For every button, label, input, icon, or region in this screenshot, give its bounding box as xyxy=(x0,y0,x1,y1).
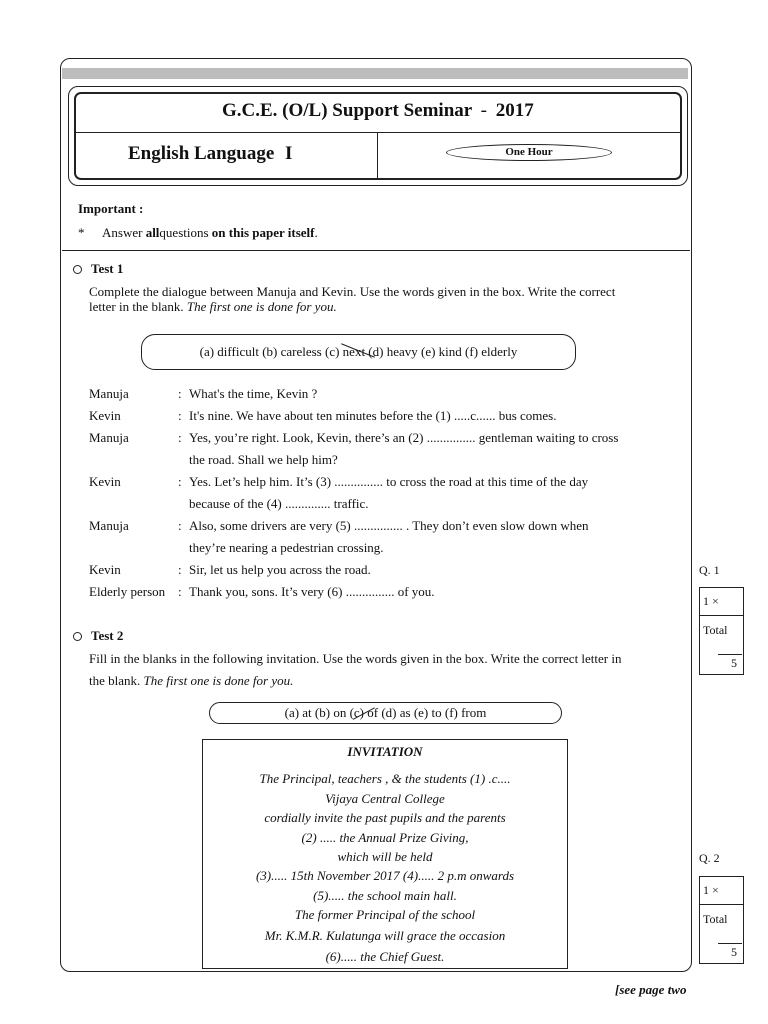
dialogue-line: What's the time, Kevin ? xyxy=(189,386,318,401)
dialogue-line: It's nine. We have about ten minutes before the (1) .....c...... bus comes. xyxy=(189,408,557,423)
invitation-line: Vijaya Central College xyxy=(325,791,445,806)
dialogue-colon: : xyxy=(178,474,182,489)
q2-max: 5 xyxy=(731,945,737,959)
dialogue-line-continued: because of the (4) .............. traffic. xyxy=(189,496,369,511)
exam-title xyxy=(222,100,534,122)
invitation-line: (3)..... 15th November 2017 (4)..... 2 p.m onwards xyxy=(255,868,515,883)
paper-number: I xyxy=(285,143,293,164)
important-bullet: * xyxy=(78,225,85,240)
q1-max: 5 xyxy=(731,656,737,670)
speaker-manuja: Manuja xyxy=(89,518,129,533)
duration-oval: One Hour xyxy=(446,144,612,161)
q1-label: Q. 1 xyxy=(699,563,720,577)
subject-name: English Language xyxy=(128,143,275,164)
q1-total-label: Total xyxy=(703,623,728,637)
q2-multiplier: 1 × xyxy=(700,877,743,905)
exam-year: 2017 xyxy=(495,100,534,121)
q2-label: Q. 2 xyxy=(699,851,720,865)
dialogue-colon: : xyxy=(178,408,182,423)
invitation-line: (2) ..... the Annual Prize Giving, xyxy=(301,830,469,845)
q2-fraction-line xyxy=(718,943,742,944)
test1-word-box: (a) difficult (b) careless (c) next (d) heavy (e) kind (f) elderly xyxy=(141,334,576,370)
test2-instruction-line1: Fill in the blanks in the following invitation. Use the words given in the box. Write the correct letter in xyxy=(89,651,622,666)
important-label: Important : xyxy=(78,201,144,216)
dialogue-line-continued: the road. Shall we help him? xyxy=(189,452,338,467)
dialogue-line: Yes, you’re right. Look, Kevin, there’s an (2) ............... gentleman waiting to cross xyxy=(189,430,619,445)
speaker-kevin: Kevin xyxy=(89,408,121,423)
header-vertical-divider xyxy=(377,133,378,180)
section-divider xyxy=(62,250,690,251)
q1-multiplier: 1 × xyxy=(700,588,743,616)
speaker-manuja: Manuja xyxy=(89,430,129,445)
q2-total-label: Total xyxy=(703,912,728,926)
speaker-kevin: Kevin xyxy=(89,474,121,489)
dialogue-line: Thank you, sons. It’s very (6) ............... of you. xyxy=(189,584,435,599)
dialogue-line-continued: they’re nearing a pedestrian crossing. xyxy=(189,540,384,555)
speaker-manuja: Manuja xyxy=(89,386,129,401)
q1-score-box xyxy=(699,587,744,675)
dialogue-colon: : xyxy=(178,584,182,599)
header-divider xyxy=(74,132,682,133)
test2-bullet-circle xyxy=(73,632,82,641)
test1-bullet-circle xyxy=(73,265,82,274)
speaker-elderly-person: Elderly person xyxy=(89,584,166,599)
q2-score-box xyxy=(699,876,744,964)
invitation-line: which will be held xyxy=(337,849,433,864)
test2-word-box: (a) at (b) on (c) of (d) as (e) to (f) from xyxy=(209,702,562,724)
title-dash: - xyxy=(480,100,487,121)
exam-title-text: G.C.E. (O/L) Support Seminar xyxy=(222,100,472,121)
important-instruction: Answer allquestions on this paper itself. xyxy=(102,225,318,240)
test2-instruction-line2: the blank. The first one is done for you. xyxy=(89,673,294,688)
dialogue-colon: : xyxy=(178,518,182,533)
invitation-line: Mr. K.M.R. Kulatunga will grace the occasion xyxy=(264,928,506,943)
dialogue-colon: : xyxy=(178,430,182,445)
test1-instruction-line2: letter in the blank. The first one is done for you. xyxy=(89,299,337,314)
dialogue-line: Yes. Let’s help him. It’s (3) ............... to cross the road at this time of the day xyxy=(189,474,589,489)
invitation-line: The Principal, teachers , & the students (1) .c.... xyxy=(259,771,511,786)
speaker-kevin: Kevin xyxy=(89,562,121,577)
dialogue-line: Also, some drivers are very (5) ............... . They don’t even slow down when xyxy=(189,518,589,533)
top-gray-band xyxy=(62,68,688,79)
test1-title: Test 1 xyxy=(91,261,124,276)
footer-see-page-two: [see page two xyxy=(615,982,687,997)
invitation-line: (5)..... the school main hall. xyxy=(313,888,457,903)
dialogue-colon: : xyxy=(178,386,182,401)
subject-title xyxy=(128,143,292,165)
invitation-line: cordially invite the past pupils and the parents xyxy=(264,810,506,825)
dialogue-line: Sir, let us help you across the road. xyxy=(189,562,371,577)
invitation-line: (6)..... the Chief Guest. xyxy=(325,949,445,964)
q1-fraction-line xyxy=(718,654,742,655)
dialogue-colon: : xyxy=(178,562,182,577)
test1-instruction-line1: Complete the dialogue between Manuja and Kevin. Use the words given in the box. Write the correct xyxy=(89,284,616,299)
invitation-heading: INVITATION xyxy=(347,744,423,759)
invitation-line: The former Principal of the school xyxy=(294,907,476,922)
test2-title: Test 2 xyxy=(91,628,124,643)
